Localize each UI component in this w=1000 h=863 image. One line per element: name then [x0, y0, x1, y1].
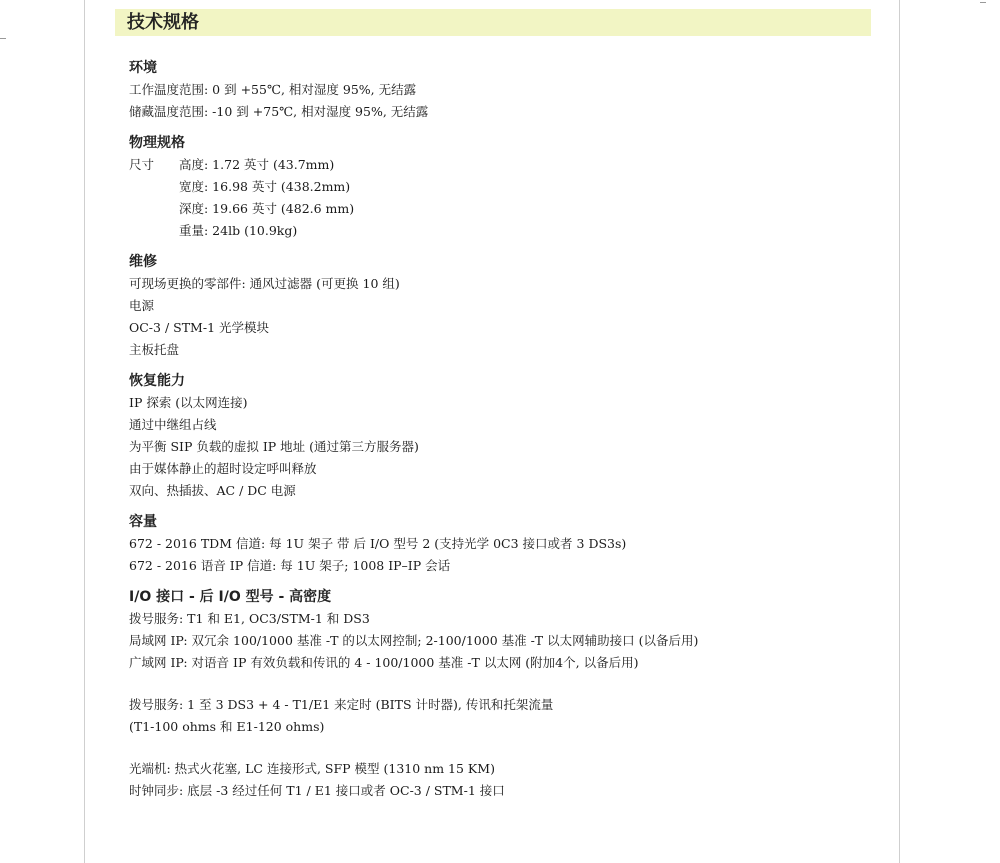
section-io [129, 586, 869, 802]
spec-line: 拨号服务: T1 和 E1, OC3/STM-1 和 DS3 [129, 611, 370, 626]
section-heading: 恢复能力 [129, 373, 185, 389]
spec-line: 可现场更换的零部件: 通风过滤器 (可更换 10 组) [129, 276, 400, 291]
spec-line: 672 - 2016 TDM 信道: 每 1U 架子 带 后 I/O 型号 2 (支持光学 0C3 接口或者 3 DS3s) [129, 536, 627, 551]
spec-line: 广域网 IP: 对语音 IP 有效负载和传讯的 4 - 100/1000 基准 -T 以太网 (附加4个, 以备后用) [129, 655, 639, 670]
dimensions-label: 尺寸 [129, 157, 155, 172]
spec-line: (T1-100 ohms 和 E1-120 ohms) [129, 719, 325, 734]
section-heading: I/O 接口 - 后 I/O 型号 - 高密度 [129, 589, 332, 605]
spec-line: 由于媒体静止的超时设定呼叫释放 [129, 461, 317, 476]
section-heading: 维修 [129, 254, 157, 270]
dimensions-block [129, 154, 869, 242]
spec-line: 双向、热插拔、AC / DC 电源 [129, 483, 296, 498]
section-heading: 物理规格 [129, 135, 185, 151]
spec-content [129, 57, 869, 802]
spec-line: 672 - 2016 语音 IP 信道: 每 1U 架子; 1008 IP–IP 会话 [129, 558, 451, 573]
section-heading: 环境 [129, 60, 157, 76]
section-capacity [129, 511, 869, 577]
section-physical [129, 132, 869, 242]
title-banner [115, 9, 871, 36]
spec-line: 工作温度范围: 0 到 +55℃, 相对湿度 95%, 无结露 [129, 82, 417, 97]
spec-line: 储藏温度范围: -10 到 +75℃, 相对湿度 95%, 无结露 [129, 104, 429, 119]
spec-line: 局域网 IP: 双冗余 100/1000 基准 -T 的以太网控制; 2-100/1000 基准 -T 以太网辅助接口 (以备后用) [129, 633, 699, 648]
spec-line: 为平衡 SIP 负载的虚拟 IP 地址 (通过第三方服务器) [129, 439, 419, 454]
spec-line: 高度: 1.72 英寸 (43.7mm) [179, 157, 335, 172]
spec-line: 宽度: 16.98 英寸 (438.2mm) [179, 179, 351, 194]
spec-line: 通过中继组占线 [129, 417, 217, 432]
spec-line: 光端机: 热式火花塞, LC 连接形式, SFP 模型 (1310 nm 15 KM) [129, 761, 495, 776]
spec-line: 重量: 24lb (10.9kg) [179, 223, 298, 238]
section-resilience [129, 370, 869, 502]
spec-line: OC-3 / STM-1 光学模块 [129, 320, 269, 335]
section-maintenance [129, 251, 869, 361]
section-heading: 容量 [129, 514, 157, 530]
spec-line: 拨号服务: 1 至 3 DS3 + 4 - T1/E1 来定时 (BITS 计时器), 传讯和托架流量 [129, 697, 554, 712]
crop-mark-right [980, 2, 986, 3]
spec-line: 主板托盘 [129, 342, 180, 357]
section-environment [129, 57, 869, 123]
spec-line: IP 探索 (以太网连接) [129, 395, 248, 410]
document-page [84, 0, 900, 863]
page-title: 技术规格 [127, 12, 199, 33]
crop-mark-left [0, 38, 6, 39]
spec-line: 时钟同步: 底层 -3 经过任何 T1 / E1 接口或者 OC-3 / STM-1 接口 [129, 783, 505, 798]
spec-line: 电源 [129, 298, 155, 313]
spec-line: 深度: 19.66 英寸 (482.6 mm) [179, 201, 355, 216]
